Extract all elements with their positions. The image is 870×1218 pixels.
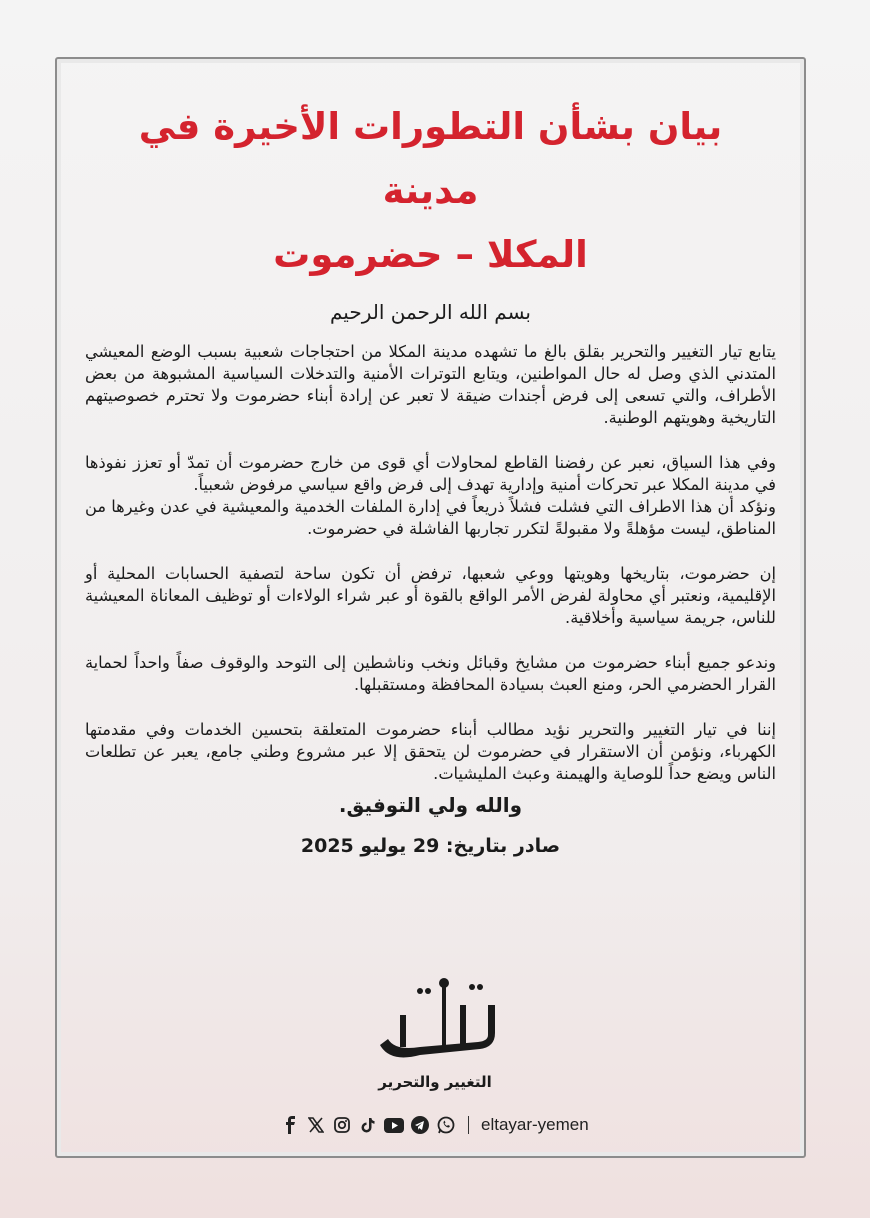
paragraph-3: ونؤكد أن هذا الاطراف التي فشلت فشلاً ذريعاً في إدارة الملفات الخدمية والمعيشية في عدن وغيرها من المناطق، ليست مؤهلةً ولا مقبولةً لتكرر تجاربها الفاشلة في حضرموت.: [85, 497, 776, 538]
social-divider: [468, 1116, 469, 1134]
social-bar: [280, 1112, 589, 1138]
whatsapp-icon[interactable]: [436, 1115, 456, 1135]
statement-content: [85, 95, 776, 857]
paragraph-4: إن حضرموت، بتاريخها وهويتها ووعي شعبها، ترفض أن تكون ساحة لتصفية الحسابات المحلية أو الإقليمية، ونعتبر أي محاولة لفرض الأمر الواقع بالقوة أو عبر شراء الولاءات أو توظيف المعاناة المعيشية للناس، جريمة سياسية وأخلاقية.: [85, 564, 776, 627]
instagram-icon[interactable]: [332, 1115, 352, 1135]
title-line-2: المكلا – حضرموت: [273, 233, 588, 276]
facebook-icon[interactable]: [280, 1115, 300, 1135]
title-line-1: بيان بشأن التطورات الأخيرة في مدينة: [138, 105, 723, 212]
tiktok-icon[interactable]: [358, 1115, 378, 1135]
logo-subtitle: التغيير والتحرير: [378, 1073, 492, 1091]
paragraph-5: وندعو جميع أبناء حضرموت من مشايخ وقبائل ونخب وناشطين إلى التوحد والوقوف صفاً واحداً لحماية القرار الحضرمي الحر، ومنع العبث بسيادة المحافظة ومستقبلها.: [85, 653, 776, 694]
logo-mark: [380, 978, 495, 1057]
x-icon[interactable]: [306, 1115, 326, 1135]
closing-line: والله ولي التوفيق.: [338, 793, 523, 817]
telegram-icon[interactable]: [410, 1115, 430, 1135]
youtube-icon[interactable]: [384, 1115, 404, 1135]
basmala: بسم الله الرحمن الرحيم: [329, 300, 531, 324]
statement-title: [85, 95, 776, 287]
issue-date: صادر بتاريخ: 29 يوليو 2025: [300, 835, 561, 857]
paragraph-6: إننا في تيار التغيير والتحرير نؤيد مطالب أبناء حضرموت المتعلقة بتحسين الخدمات وفي مقدمتها الكهرباء، ونؤمن أن الاستقرار في حضرموت لن يتحقق إلا عبر مشروع وطني جامع، يعبر عن تطلعات الناس ويضع حداً للوصاية والهيمنة وعبث المليشيات.: [85, 720, 776, 783]
social-handle[interactable]: eltayar-yemen: [481, 1115, 589, 1134]
paragraph-2: وفي هذا السياق، نعبر عن رفضنا القاطع لمحاولات أي قوى من خارج حضرموت أن تمدّ أو تعزز نفوذها في مدينة المكلا عبر تحركات أمنية وإدارية تهدف إلى فرض واقع سياسي مرفوض شعبياً.: [85, 453, 776, 494]
tayar-logo: [360, 975, 510, 1100]
paragraph-1: يتابع تيار التغيير والتحرير بقلق بالغ ما تشهده مدينة المكلا من احتجاجات شعبية بسبب الوضع المعيشي المتدني الذي وصل له حال المواطنين، ويتابع التوترات الأمنية والتدخلات السياسية المشبوهة من بعض الأطراف، والتي تسعى إلى فرض أجندات ضيقة لا تعبر عن إرادة أبناء حضرموت ولا تحترم خصوصيتهم التاريخية وهويتهم الوطنية.: [85, 342, 776, 427]
